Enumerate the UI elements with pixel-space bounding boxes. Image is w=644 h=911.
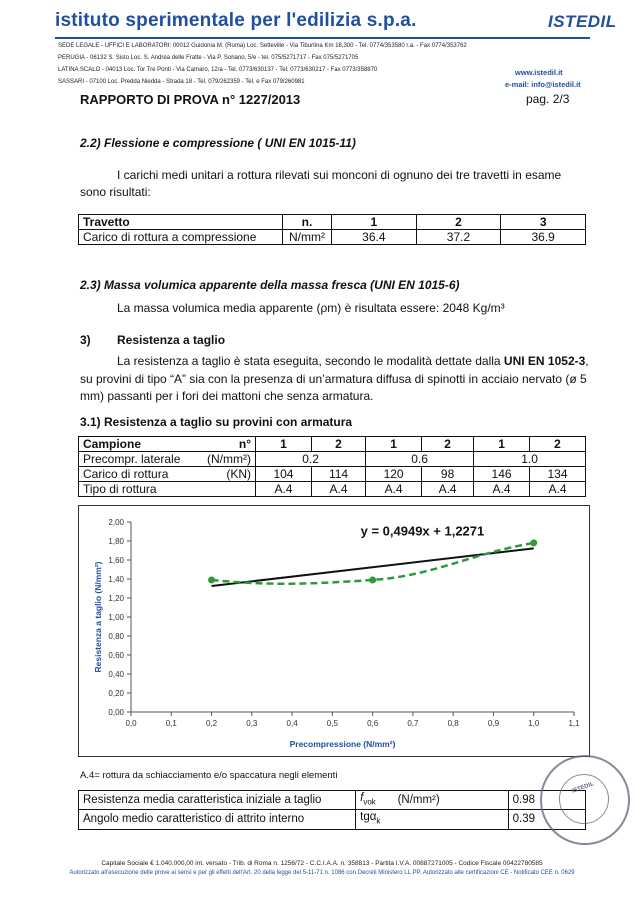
data-point <box>208 576 215 583</box>
table-cell: Travetto <box>79 215 283 230</box>
table-row <box>79 437 586 452</box>
x-tick-label: 0,4 <box>286 719 298 728</box>
table-cell: 0.6 <box>366 452 474 467</box>
y-tick-label: 2,00 <box>108 518 124 527</box>
table-row <box>79 482 586 497</box>
table-cell: 1 <box>256 437 312 452</box>
footer-authorization: Autorizzato all'esecuzione delle prove ai sensi e per gli effetti dell'Art. 20 della legge del 5-11-71 n. 1086 con Decreti Ministero LL.PP. Autorizzato alle certificazioni CE - Notificato CEE n. 0629 <box>69 870 575 876</box>
x-tick-label: 0,7 <box>407 719 419 728</box>
x-tick-label: 0,0 <box>125 719 137 728</box>
table-cell: Precompr. laterale <box>79 452 198 467</box>
table-cell: 2 <box>311 437 365 452</box>
header-rule <box>55 37 590 39</box>
table-row <box>79 215 586 230</box>
table-cell: Carico di rottura a compressione <box>79 230 283 245</box>
y-tick-label: 0,40 <box>108 670 124 679</box>
standard-reference: UNI EN 1052-3 <box>503 354 586 368</box>
x-tick-label: 0,6 <box>367 719 379 728</box>
table-cell: Campione <box>79 437 198 452</box>
x-axis-label: Precompressione (N/mm²) <box>289 739 396 749</box>
address-line-3: LATINA SCALO - 04013 Loc. Tor Tre Ponti - Via Camaro, 12/a - Tel. 0773/630137 - Tel. 0773/630217 - Fax 0773/358870 <box>58 67 378 73</box>
table-cell: 146 <box>474 467 530 482</box>
report-title: RAPPORTO DI PROVA n° 1227/2013 <box>80 92 301 107</box>
x-tick-label: 0,3 <box>246 719 258 728</box>
table-cell: 0.39 <box>508 810 585 829</box>
table-cell: A.4 <box>311 482 365 497</box>
shear-strength-chart <box>79 506 589 756</box>
table-cell: 134 <box>530 467 586 482</box>
table-cell: 1.0 <box>474 452 586 467</box>
compression-table <box>78 214 586 245</box>
address-line-1: SEDE LEGALE - UFFICI E LABORATORI: 00012 Guidonia M. (Roma) Loc. Setteville - Via Tiburtina Km 18,300 - Tel. 0774/353580 r.a. - Fax 0774/353762 <box>58 43 467 49</box>
section-3-line-2: su provini di tipo “A” sia con la presenza di un’armatura diffusa di spinotti in acciaio nervato (ø 5 <box>80 372 587 386</box>
table-cell: 36.9 <box>501 230 586 245</box>
address-line-2: PERUGIA - 06132 S. Sisto Loc. S. Andrea delle Fratte - Via P. Soriano, 5/e - tel. 075/5271717 - Fax 075/5271705 <box>58 55 359 61</box>
section-3-line-1 <box>117 352 589 371</box>
table-cell: 0.98 <box>508 791 585 810</box>
x-tick-label: 0,5 <box>326 719 338 728</box>
x-tick-label: 0,9 <box>487 719 500 728</box>
table-cell: Tipo di rottura <box>79 482 256 497</box>
company-logo: ISTEDIL <box>548 12 617 31</box>
stamp-text: ISTEDIL <box>571 781 595 795</box>
x-tick-label: 0,8 <box>447 719 459 728</box>
y-tick-label: 0,80 <box>108 632 124 641</box>
table-cell: n. <box>283 215 332 230</box>
y-tick-label: 0,00 <box>108 708 124 717</box>
trendline-equation: y = 0,4949x + 1,2271 <box>360 523 485 539</box>
x-tick-label: 1,0 <box>528 719 540 728</box>
table-cell: 36.4 <box>332 230 417 245</box>
table-cell: Resistenza media caratteristica iniziale a taglio <box>79 791 356 810</box>
table-cell: 37.2 <box>416 230 501 245</box>
shear-table <box>78 436 586 497</box>
email-link: e-mail: info@istedil.it <box>505 80 581 89</box>
section-3-1-heading: 3.1) Resistenza a taglio su provini con armatura <box>80 415 353 429</box>
table-cell: (N/mm²) <box>197 452 256 467</box>
table-cell: 3 <box>501 215 586 230</box>
data-point <box>369 576 376 583</box>
table-cell: N/mm² <box>283 230 332 245</box>
table-cell: A.4 <box>366 482 422 497</box>
table-row <box>79 467 586 482</box>
table-row <box>79 452 586 467</box>
section-3-text: La resistenza a taglio è stata eseguita, secondo le modalità dettate dalla <box>117 354 504 368</box>
x-tick-label: 1,1 <box>568 719 580 728</box>
table-cell: 2 <box>422 437 474 452</box>
table-cell <box>394 810 509 829</box>
footnote: A.4= rottura da schiacciamento e/o spaccatura negli elementi <box>80 770 338 781</box>
table-cell: 104 <box>256 467 312 482</box>
y-tick-label: 0,20 <box>108 689 124 698</box>
table-cell: 2 <box>416 215 501 230</box>
table-cell: (N/mm²) <box>394 791 509 810</box>
section-3-text: , <box>585 354 589 368</box>
table-row <box>79 810 586 829</box>
table-cell: A.4 <box>422 482 474 497</box>
table-cell: 1 <box>474 437 530 452</box>
table-cell: 2 <box>530 437 586 452</box>
table-cell: $f_{vok}$ <box>356 791 394 810</box>
section-2-2-paragraph-2: sono risultati: <box>80 185 151 199</box>
table-cell: 120 <box>366 467 422 482</box>
company-name: istituto sperimentale per l'edilizia s.p.a. <box>55 10 417 31</box>
y-tick-label: 1,60 <box>108 556 124 565</box>
table-cell: (KN) <box>197 467 256 482</box>
data-point <box>530 539 537 546</box>
table-cell: 114 <box>311 467 365 482</box>
table-cell: 0.2 <box>256 452 366 467</box>
section-2-3-heading: 2.3) Massa volumica apparente della massa fresca (UNI EN 1015-6) <box>80 278 460 292</box>
chart-frame <box>78 505 590 757</box>
section-3-number: 3) <box>80 333 91 347</box>
footer-legal: Capitale Sociale € 1.040.000,00 int. versato - Trib. di Roma n. 1256/72 - C.C.I.A.A. n. 358813 - Partita I.V.A. 00887271005 - Codice Fiscale 00422780585 <box>101 860 543 867</box>
x-tick-label: 0,2 <box>205 719 218 728</box>
section-2-2-paragraph-1: I carichi medi unitari a rottura rilevati sui monconi di ognuno dei tre travetti in esame <box>117 168 562 182</box>
section-3-title: Resistenza a taglio <box>117 333 226 347</box>
summary-table <box>78 790 586 830</box>
section-2-2-heading: 2.2) Flessione e compressione ( UNI EN 1015-11) <box>80 136 356 150</box>
website-link: www.istedil.it <box>515 68 563 77</box>
table-cell: n° <box>197 437 256 452</box>
table-cell: A.4 <box>474 482 530 497</box>
section-3-line-3: mm) passanti per i fori dei mattoni che senza armatura. <box>80 389 374 403</box>
table-cell: Angolo medio caratteristico di attrito interno <box>79 810 356 829</box>
y-axis-label: Resistenza a taglio (N/mm²) <box>93 561 103 673</box>
table-cell: 1 <box>332 215 417 230</box>
x-tick-label: 0,1 <box>165 719 177 728</box>
y-tick-label: 0,60 <box>108 651 124 660</box>
y-tick-label: 1,20 <box>108 594 124 603</box>
table-cell: Carico di rottura <box>79 467 198 482</box>
address-line-4: SASSARI - 07100 Loc. Predda Niedda - Strada 18 - Tel. 079/262359 - Tel. e Fax 079/260981 <box>58 79 305 85</box>
table-row <box>79 230 586 245</box>
table-cell: 98 <box>422 467 474 482</box>
y-tick-label: 1,00 <box>108 613 124 622</box>
table-cell: A.4 <box>530 482 586 497</box>
y-tick-label: 1,40 <box>108 575 124 584</box>
section-2-3-text: La massa volumica media apparente (ρm) è risultata essere: 2048 Kg/m³ <box>117 301 505 315</box>
table-cell: A.4 <box>256 482 312 497</box>
page-number: pag. 2/3 <box>526 92 570 106</box>
y-tick-label: 1,80 <box>108 537 124 546</box>
table-cell: 1 <box>366 437 422 452</box>
table-cell: tgα$_k$ <box>356 810 394 829</box>
table-row <box>79 791 586 810</box>
